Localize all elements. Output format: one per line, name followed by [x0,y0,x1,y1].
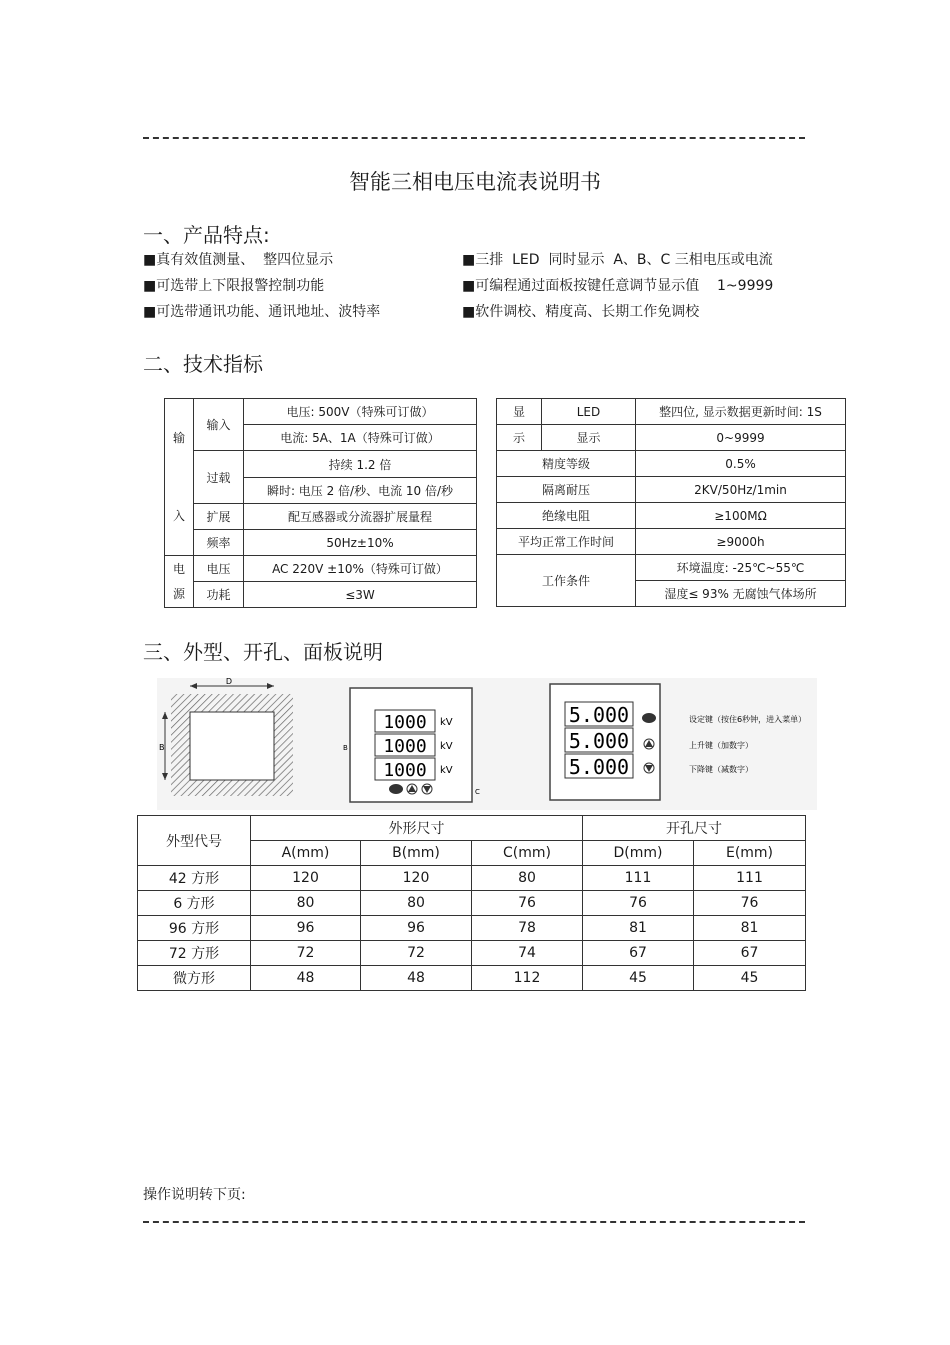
expand-label: 扩展 [194,504,244,530]
row-d: 67 [583,941,694,966]
footer-note: 操作说明转下页: [143,1187,246,1203]
env-humidity: 湿度≤ 93% 无腐蚀气体场所 [636,581,846,607]
feature-item: ■可选带上下限报警控制功能 [143,278,325,294]
row-c: 78 [472,916,583,941]
subheader-e: E(mm) [694,841,806,866]
row-e: 45 [694,966,806,991]
row-e: 111 [694,866,806,891]
row-model: 42 方形 [138,866,251,891]
mtbf-label: 平均正常工作时间 [497,529,636,555]
accuracy-value: 0.5% [636,451,846,477]
table-row [138,866,806,891]
reading-1: 1000 [383,712,427,733]
subheader-b: B(mm) [361,841,472,866]
row-d: 111 [583,866,694,891]
group-input: 输 入 [165,399,194,556]
power-consumption-label: 功耗 [194,582,244,608]
reading-3: 1000 [383,760,427,781]
overload-continuous: 持续 1.2 倍 [244,451,477,478]
power-voltage-value: AC 220V ±10%（特殊可订做） [244,556,477,582]
subheader-a: A(mm) [251,841,361,866]
row-b: 120 [361,866,472,891]
unit-2: kV [440,741,453,752]
led-label: LED [542,399,636,425]
row-e: 76 [694,891,806,916]
feature-item: ■可选带通讯功能、通讯地址、波特率 [143,304,381,320]
prog-reading-2: 5.000 [568,729,630,753]
down-key-label: 下降键（减数字） [689,765,753,774]
expand-value: 配互感器或分流器扩展量程 [244,504,477,530]
power-voltage-label: 电压 [194,556,244,582]
panel-label-b: B [343,744,348,752]
row-model: 96 方形 [138,916,251,941]
row-a: 48 [251,966,361,991]
row-b: 96 [361,916,472,941]
row-b: 80 [361,891,472,916]
panel-label-c: C [475,788,480,796]
overload-label: 过载 [194,451,244,504]
input-label: 输入 [194,399,244,451]
row-d: 81 [583,916,694,941]
row-c: 76 [472,891,583,916]
display-label: 显示 [542,425,636,451]
isolation-label: 隔离耐压 [497,477,636,503]
table-row [138,941,806,966]
env-label: 工作条件 [497,555,636,607]
subheader-c: C(mm) [472,841,583,866]
section-heading-features: 一、产品特点: [143,223,270,247]
accuracy-label: 精度等级 [497,451,636,477]
row-b: 48 [361,966,472,991]
page-title: 智能三相电压电流表说明书 [349,170,601,194]
row-model: 微方形 [138,966,251,991]
up-key-label: 上升键（加数字） [689,741,753,750]
spec-table-input-power [164,398,477,608]
row-e: 81 [694,916,806,941]
col-hole-header: 开孔尺寸 [583,816,806,841]
freq-value: 50Hz±10% [244,530,477,556]
cutout-label-d: D [225,678,233,686]
row-a: 120 [251,866,361,891]
row-c: 112 [472,966,583,991]
set-key-label: 设定键（按住6秒钟，进入菜单） [689,715,807,724]
top-dash-divider [143,137,805,139]
freq-label: 频率 [194,530,244,556]
feature-item: ■可编程通过面板按键任意调节显示值 1~9999 [462,278,774,294]
row-d: 76 [583,891,694,916]
dimension-figure [157,678,817,810]
subheader-d: D(mm) [583,841,694,866]
power-consumption-value: ≤3W [244,582,477,608]
cutout-diagram [162,683,293,796]
row-e: 67 [694,941,806,966]
display-group-2: 示 [497,425,542,451]
section-heading-dimensions: 三、外型、开孔、面板说明 [143,640,383,664]
reading-2: 1000 [383,736,427,757]
table-row [138,891,806,916]
row-a: 72 [251,941,361,966]
feature-item: ■三排 LED 同时显示 A、B、C 三相电压或电流 [462,252,773,268]
feature-item: ■软件调校、精度高、长期工作免调校 [462,304,700,320]
prog-reading-1: 5.000 [568,703,630,727]
bottom-dash-divider [143,1221,805,1223]
input-current: 电流: 5A、1A（特殊可订做） [244,425,477,451]
col-model-header: 外型代号 [138,816,251,866]
feature-item: ■真有效值测量、 整四位显示 [143,252,334,268]
mtbf-value: ≥9000h [636,529,846,555]
display-value: 0~9999 [636,425,846,451]
group-power: 电 源 [165,556,194,608]
section-heading-specs: 二、技术指标 [143,352,263,376]
row-a: 96 [251,916,361,941]
row-b: 72 [361,941,472,966]
insulation-value: ≥100MΩ [636,503,846,529]
display-group-1: 显 [497,399,542,425]
row-c: 74 [472,941,583,966]
isolation-value: 2KV/50Hz/1min [636,477,846,503]
dimension-figure-svg [157,678,817,810]
insulation-label: 绝缘电阻 [497,503,636,529]
env-temp: 环境温度: -25℃~55℃ [636,555,846,581]
row-model: 72 方形 [138,941,251,966]
cutout-label-b: B [159,743,165,752]
row-model: 6 方形 [138,891,251,916]
overload-instant: 瞬时: 电压 2 倍/秒、电流 10 倍/秒 [244,478,477,504]
col-outer-header: 外形尺寸 [251,816,583,841]
input-voltage: 电压: 500V（特殊可订做） [244,399,477,425]
spec-table-display-env [496,398,846,607]
row-a: 80 [251,891,361,916]
prog-reading-3: 5.000 [568,755,630,779]
led-value: 整四位, 显示数据更新时间: 1S [636,399,846,425]
table-row [138,916,806,941]
unit-1: kV [440,717,453,728]
unit-3: kV [440,765,453,776]
row-d: 45 [583,966,694,991]
table-row [138,966,806,991]
dimensions-table [137,815,806,991]
row-c: 80 [472,866,583,891]
